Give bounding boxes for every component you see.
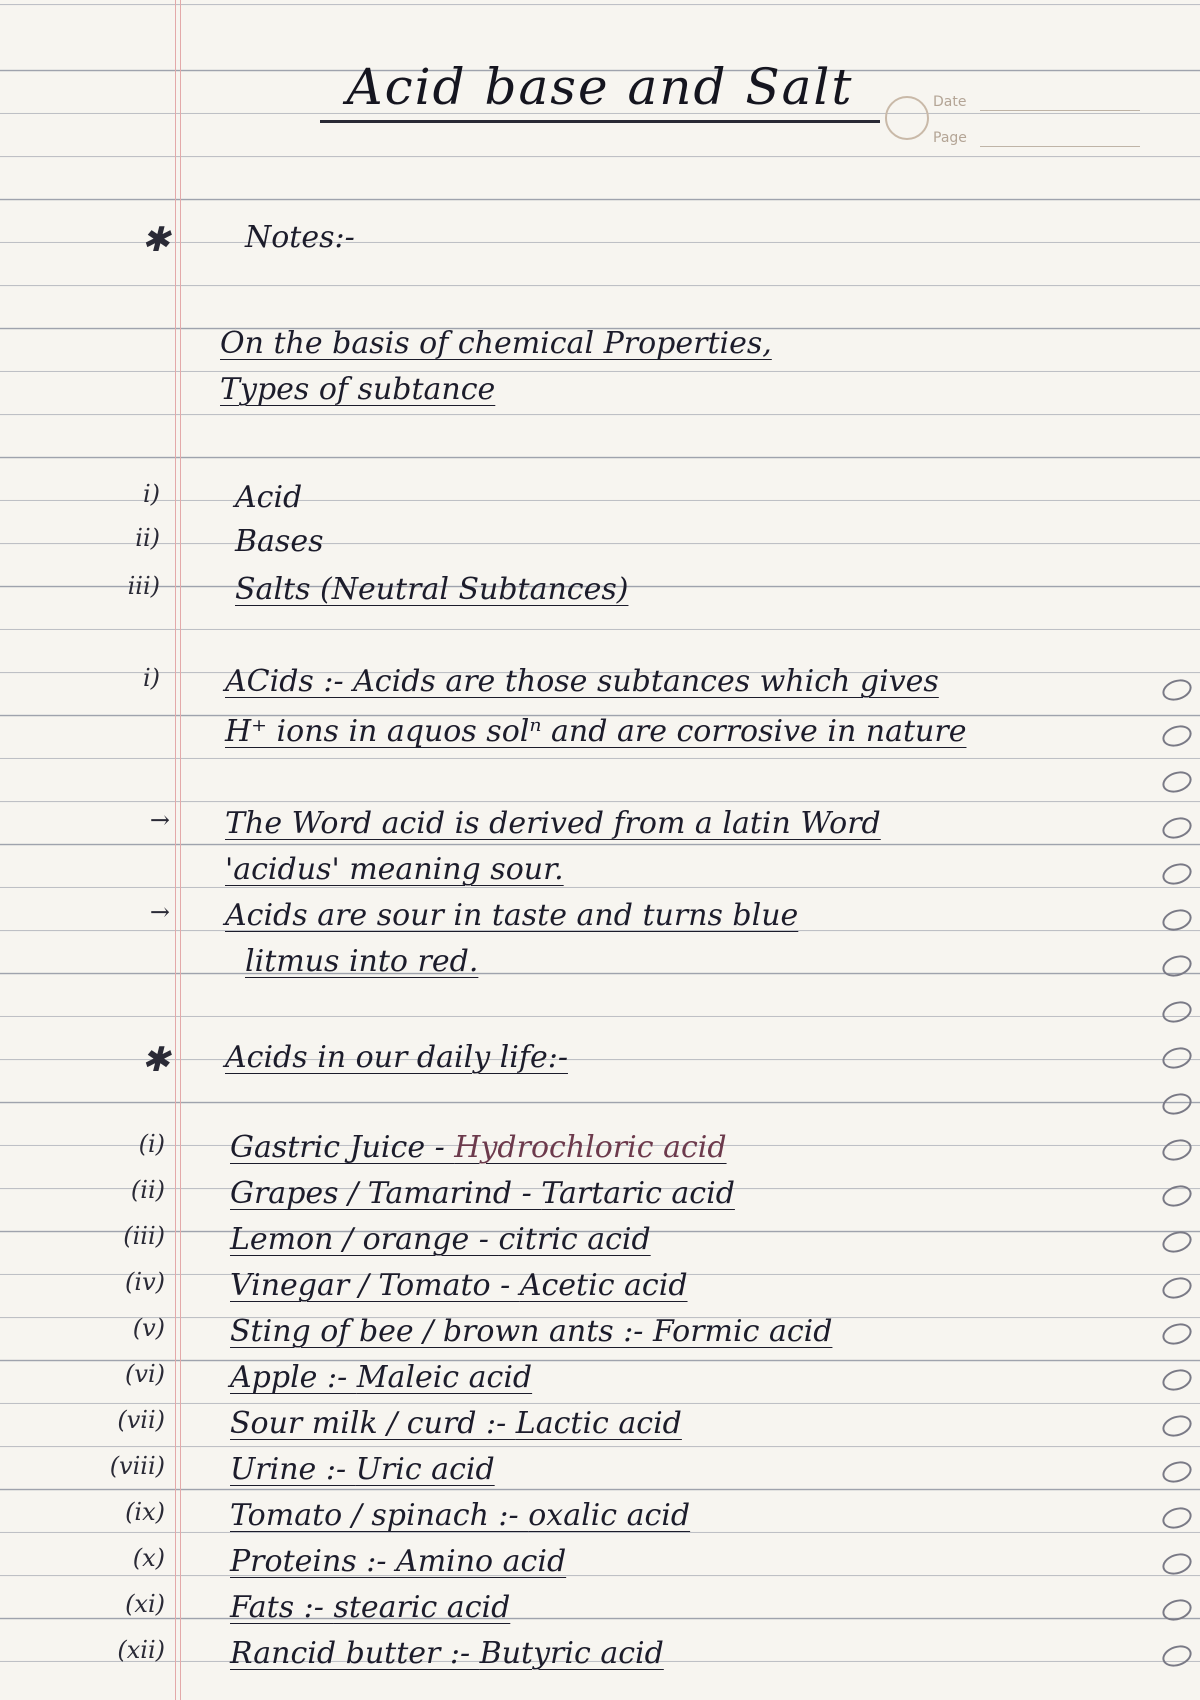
list-item	[0, 1130, 1200, 1174]
source-text: Tomato / spinach :-	[230, 1498, 529, 1533]
source-text: Lemon / orange -	[230, 1222, 499, 1257]
list-item-text	[230, 1636, 664, 1671]
source-text: Gastric Juice -	[230, 1130, 455, 1165]
source-text: Apple :-	[230, 1360, 357, 1395]
acid-definition-line-2	[0, 714, 1200, 758]
page-rule	[980, 146, 1140, 147]
list-marker: iii)	[127, 572, 160, 600]
list-marker: (xi)	[125, 1590, 165, 1618]
source-text: Sour milk / curd :-	[230, 1406, 516, 1441]
source-text: Proteins :-	[230, 1544, 397, 1579]
acid-name: oxalic acid	[528, 1498, 691, 1533]
fact-line	[0, 944, 1200, 988]
list-item-text	[230, 1222, 651, 1257]
list-marker: (viii)	[109, 1452, 165, 1480]
acid-name: Tartaric acid	[541, 1176, 735, 1211]
source-text: Grapes / Tamarind -	[230, 1176, 542, 1211]
list-item-text	[230, 1544, 566, 1579]
list-item-text	[230, 1498, 690, 1533]
source-text: Vinegar / Tomato -	[230, 1268, 520, 1303]
list-marker: (i)	[138, 1130, 165, 1158]
list-item	[0, 1360, 1200, 1404]
list-item	[0, 1406, 1200, 1450]
list-marker: (xii)	[117, 1636, 165, 1664]
notebook-logo-icon	[885, 96, 929, 140]
intro-text: On the basis of chemical Properties,	[220, 326, 772, 361]
list-item-text	[230, 1268, 688, 1303]
list-item	[0, 1544, 1200, 1588]
page-label: Page	[933, 130, 967, 146]
intro-line-1	[0, 326, 1200, 370]
list-item	[0, 1176, 1200, 1220]
type-item	[0, 524, 1200, 568]
list-marker: (vi)	[125, 1360, 165, 1388]
list-marker: ii)	[135, 524, 160, 552]
acid-name: Hydrochloric acid	[454, 1130, 727, 1165]
page-title: Acid base and Salt	[320, 58, 880, 123]
list-item	[0, 1590, 1200, 1634]
list-item	[0, 1498, 1200, 1542]
date-rule	[980, 110, 1140, 111]
acid-name: Lactic acid	[515, 1406, 682, 1441]
acid-name: Uric acid	[355, 1452, 495, 1487]
list-item	[0, 1314, 1200, 1358]
arrow-bullet: →	[149, 898, 170, 926]
type-text: Acid	[235, 480, 303, 515]
list-marker: (iii)	[123, 1222, 165, 1250]
list-marker: (vii)	[117, 1406, 165, 1434]
acid-name: Amino acid	[396, 1544, 567, 1579]
list-item	[0, 1636, 1200, 1680]
list-item-text	[230, 1176, 735, 1211]
list-item-text	[230, 1314, 832, 1349]
intro-text: Types of subtance	[220, 372, 496, 407]
definition-text: ACids :- Acids are those subtances which gives	[225, 664, 939, 699]
acid-name: Acetic acid	[519, 1268, 688, 1303]
notes-row	[0, 220, 1200, 264]
list-marker: (x)	[132, 1544, 165, 1572]
date-page-stamp	[885, 90, 1145, 160]
list-item-text	[230, 1406, 682, 1441]
list-marker: i)	[142, 664, 160, 692]
source-text: Urine :-	[230, 1452, 356, 1487]
list-item-text	[230, 1452, 495, 1487]
acid-name: stearic acid	[333, 1590, 511, 1625]
fact-line	[0, 806, 1200, 850]
list-item	[0, 1268, 1200, 1312]
list-marker: (ii)	[130, 1176, 165, 1204]
list-marker: (ix)	[125, 1498, 165, 1526]
list-marker: (iv)	[125, 1268, 165, 1296]
intro-line-2	[0, 372, 1200, 416]
list-item	[0, 1222, 1200, 1266]
acid-definition-line-1	[0, 664, 1200, 708]
source-text: Sting of bee / brown ants :-	[230, 1314, 653, 1349]
fact-line	[0, 898, 1200, 942]
list-item-text	[230, 1130, 727, 1165]
type-text: Salts (Neutral Subtances)	[235, 572, 629, 607]
fact-text: The Word acid is derived from a latin Word	[225, 806, 881, 841]
list-marker: (v)	[132, 1314, 165, 1342]
fact-line	[0, 852, 1200, 896]
type-text: Bases	[235, 524, 324, 559]
arrow-bullet: →	[149, 806, 170, 834]
type-item	[0, 572, 1200, 616]
fact-text: litmus into red.	[245, 944, 479, 979]
daily-heading-row	[0, 1040, 1200, 1084]
list-item-text	[230, 1360, 532, 1395]
list-item	[0, 1452, 1200, 1496]
star-bullet: ✱	[141, 1040, 170, 1080]
source-text: Fats :-	[230, 1590, 334, 1625]
acid-name: Formic acid	[652, 1314, 833, 1349]
source-text: Rancid butter :-	[230, 1636, 480, 1671]
acid-name: Maleic acid	[356, 1360, 533, 1395]
daily-heading: Acids in our daily life:-	[225, 1040, 568, 1075]
acid-name: citric acid	[498, 1222, 651, 1257]
notes-heading: Notes:-	[245, 220, 355, 255]
acid-name: Butyric acid	[479, 1636, 664, 1671]
fact-text: 'acidus' meaning sour.	[225, 852, 564, 887]
definition-text: H⁺ ions in aquos solⁿ and are corrosive in nature	[225, 714, 967, 749]
date-label: Date	[933, 94, 967, 110]
fact-text: Acids are sour in taste and turns blue	[225, 898, 799, 933]
list-marker: i)	[142, 480, 160, 508]
list-item-text	[230, 1590, 510, 1625]
star-bullet: ✱	[141, 220, 170, 260]
type-item	[0, 480, 1200, 524]
